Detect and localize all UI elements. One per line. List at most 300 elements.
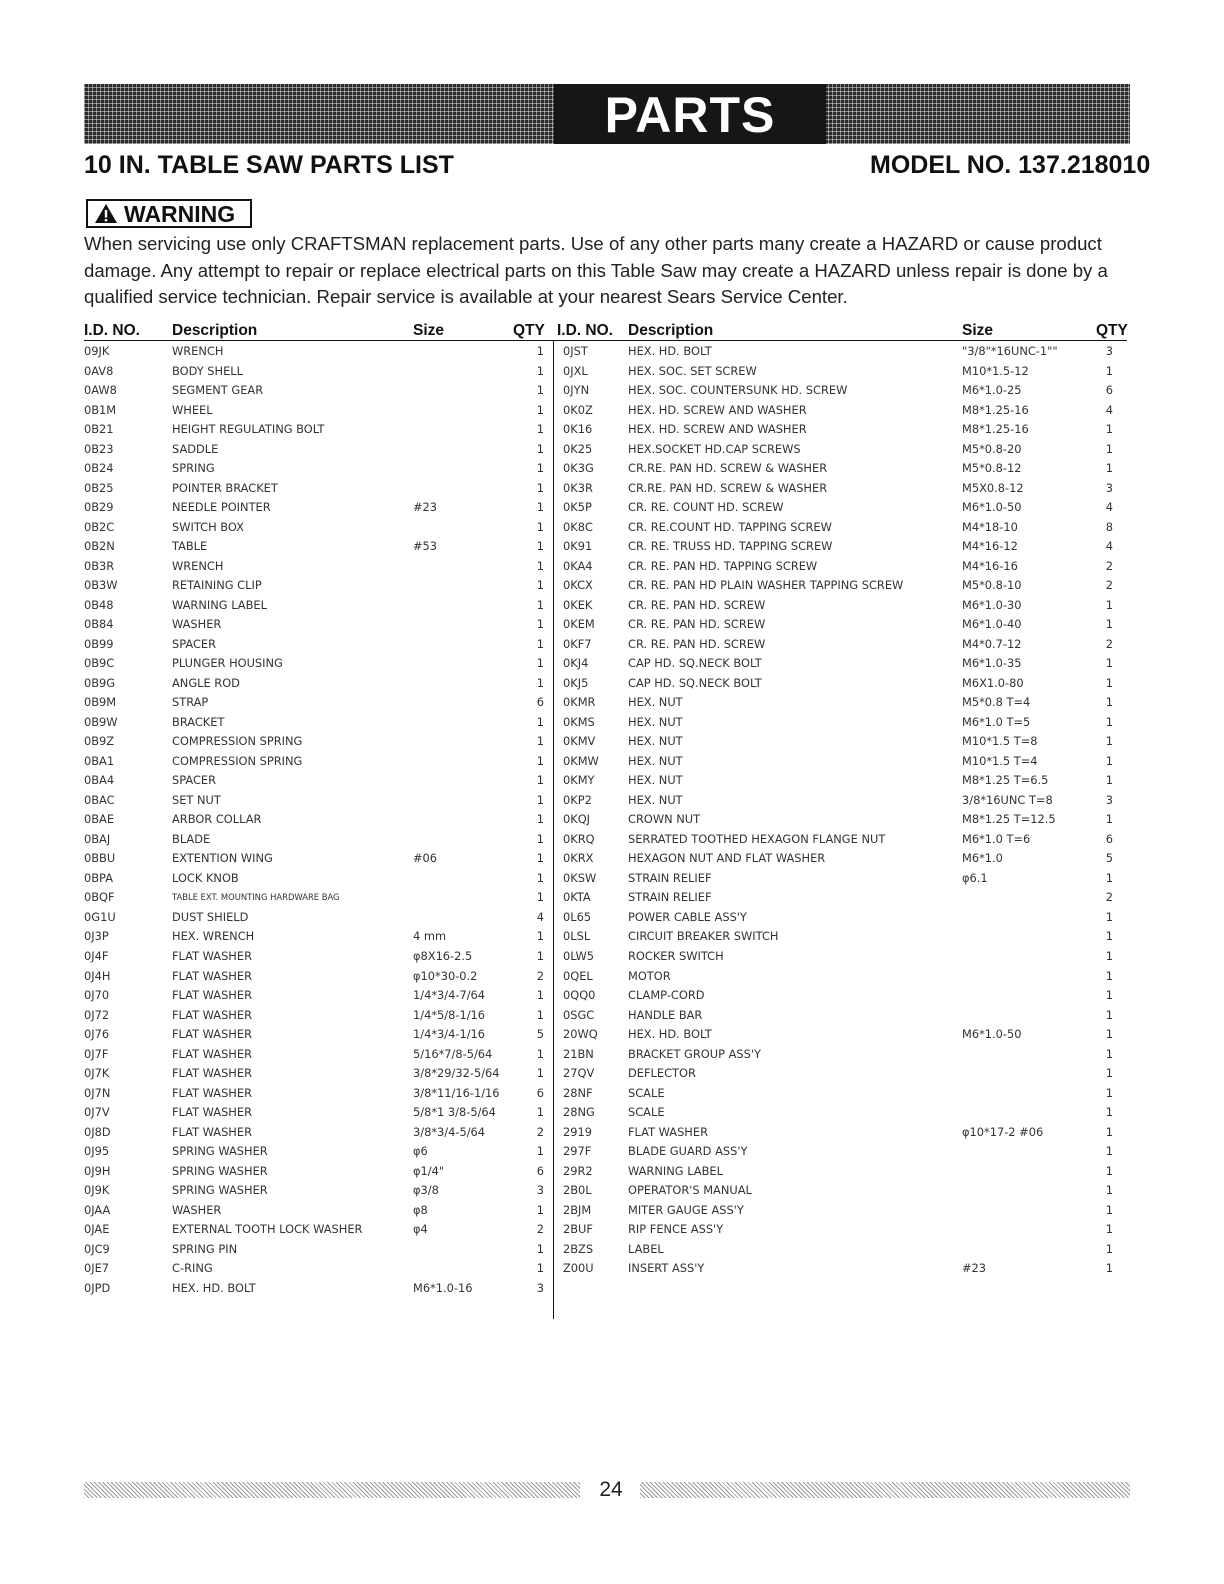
part-qty: 1: [536, 422, 544, 437]
part-qty: 1: [1105, 1183, 1113, 1198]
part-qty: 1: [536, 1261, 544, 1276]
part-qty: 1: [536, 1144, 544, 1159]
part-description: BRACKET GROUP ASS'Y: [628, 1046, 761, 1061]
part-description: SERRATED TOOTHED HEXAGON FLANGE NUT: [628, 831, 886, 846]
table-row: [554, 849, 1154, 869]
part-description: FLAT WASHER: [172, 1027, 252, 1042]
part-description: MOTOR: [628, 968, 671, 983]
header-qty-right: QTY: [1096, 322, 1128, 339]
table-row: [554, 810, 1154, 830]
part-id: 0JXL: [563, 363, 588, 378]
part-qty: 1: [536, 1046, 544, 1061]
part-id: 0JAE: [84, 1222, 110, 1237]
part-qty: 1: [536, 1241, 544, 1256]
part-description: CR. RE. PAN HD. SCREW: [628, 636, 766, 651]
part-size: φ8X16-2.5: [413, 948, 473, 963]
part-size: 4 mm: [413, 929, 447, 944]
part-description: FLAT WASHER: [172, 948, 252, 963]
part-id: 0J9H: [84, 1163, 111, 1178]
table-row: [554, 1006, 1154, 1026]
part-size: M6*1.0-30: [962, 597, 1022, 612]
part-size: M5*0.8-10: [962, 578, 1022, 593]
table-row: [554, 791, 1154, 811]
table-row: [0, 362, 553, 382]
part-id: 0B9Z: [84, 734, 115, 749]
part-size: M6*1.0 T=5: [962, 714, 1031, 729]
part-description: BODY SHELL: [172, 363, 243, 378]
part-size: φ3/8: [413, 1183, 439, 1198]
part-qty: 2: [1105, 636, 1113, 651]
part-qty: 2: [536, 1222, 544, 1237]
part-id: 2B0L: [563, 1183, 592, 1198]
table-row: [554, 1162, 1154, 1182]
part-description: STRAIN RELIEF: [628, 890, 712, 905]
part-id: 0KEM: [563, 617, 595, 632]
part-id: 0JPD: [84, 1280, 111, 1295]
part-id: 0J9K: [84, 1183, 110, 1198]
part-id: 0BAC: [84, 792, 115, 807]
part-description: LABEL: [628, 1241, 664, 1256]
part-id: 0J72: [84, 1007, 110, 1022]
header-description-left: Description: [172, 322, 258, 339]
table-row: [554, 1084, 1154, 1104]
part-id: 0LW5: [563, 948, 595, 963]
part-description: WASHER: [172, 1202, 222, 1217]
part-qty: 1: [536, 773, 544, 788]
table-row: [554, 693, 1154, 713]
part-qty: 1: [536, 539, 544, 554]
part-qty: 1: [1105, 773, 1113, 788]
table-row: [554, 498, 1154, 518]
table-row: [554, 927, 1154, 947]
part-size: φ10*17-2 #06: [962, 1124, 1044, 1139]
part-qty: 1: [536, 812, 544, 827]
part-description: FLAT WASHER: [172, 1007, 252, 1022]
part-description: CROWN NUT: [628, 812, 701, 827]
part-id: 0AV8: [84, 363, 114, 378]
part-description: CAP HD. SQ.NECK BOLT: [628, 675, 762, 690]
part-size: M4*16-12: [962, 539, 1018, 554]
part-qty: 2: [536, 1124, 544, 1139]
part-size: 3/8*3/4-5/64: [413, 1124, 486, 1139]
part-size: M6*1.0-50: [962, 500, 1022, 515]
table-row: [554, 1064, 1154, 1084]
table-row: [554, 537, 1154, 557]
part-size: M8*1.25 T=12.5: [962, 812, 1056, 827]
warning-box: [86, 199, 252, 228]
table-row: [0, 947, 553, 967]
part-size: M5X0.8-12: [962, 480, 1024, 495]
part-description: SPRING WASHER: [172, 1163, 268, 1178]
part-id: 21BN: [563, 1046, 594, 1061]
table-row: [554, 752, 1154, 772]
part-qty: 1: [536, 480, 544, 495]
part-id: 0JST: [563, 344, 588, 358]
header-qty-left: QTY: [513, 322, 545, 339]
part-size: φ1/4": [413, 1163, 445, 1178]
part-qty: 1: [536, 656, 544, 671]
part-size: 5/16*7/8-5/64: [413, 1046, 493, 1061]
part-id: 0KJ4: [563, 656, 589, 671]
part-id: 0K3R: [563, 480, 593, 495]
table-row: [554, 401, 1154, 421]
part-description: HEX. NUT: [628, 734, 683, 749]
part-description: SWITCH BOX: [172, 519, 244, 534]
part-qty: 1: [1105, 617, 1113, 632]
table-row: [0, 654, 553, 674]
part-id: 2BJM: [563, 1202, 592, 1217]
warning-label: WARNING: [124, 201, 236, 227]
table-row: [554, 381, 1154, 401]
table-row: [0, 908, 553, 928]
part-id: 0LSL: [563, 929, 591, 944]
table-row: [0, 1084, 553, 1104]
part-id: 0KEK: [563, 597, 593, 612]
table-row: [0, 713, 553, 733]
part-size: φ8: [413, 1202, 428, 1217]
table-row: [0, 1006, 553, 1026]
part-id: 0KMR: [563, 695, 596, 710]
part-size: M4*18-10: [962, 519, 1018, 534]
part-id: 0KCX: [563, 578, 593, 593]
part-description: COMPRESSION SPRING: [172, 734, 303, 749]
table-row: [0, 1240, 553, 1260]
table-row: [0, 1064, 553, 1084]
table-row: [0, 1123, 553, 1143]
part-size: #06: [413, 851, 438, 866]
table-row: [554, 479, 1154, 499]
table-row: [554, 518, 1154, 538]
part-id: 0KJ5: [563, 675, 589, 690]
table-row: [554, 615, 1154, 635]
part-description: EXTERNAL TOOTH LOCK WASHER: [172, 1222, 363, 1237]
part-qty: 1: [536, 500, 544, 515]
header-id-left: I.D. NO.: [84, 322, 140, 339]
part-qty: 1: [536, 1105, 544, 1120]
table-row: [0, 596, 553, 616]
part-qty: 1: [536, 890, 544, 905]
part-id: 0BBU: [84, 851, 116, 866]
part-id: 28NF: [563, 1085, 593, 1100]
part-description: HEX. SOC. COUNTERSUNK HD. SCREW: [628, 383, 848, 398]
part-description: CR. RE. PAN HD PLAIN WASHER TAPPING SCREW: [628, 578, 904, 593]
part-size: M6*1.0-35: [962, 656, 1022, 671]
table-row: [554, 830, 1154, 850]
part-id: 0BQF: [84, 890, 115, 905]
part-description: ARBOR COLLAR: [172, 812, 262, 827]
part-id: 0K0Z: [563, 402, 593, 417]
part-description: DUST SHIELD: [172, 909, 249, 924]
part-id: 0J76: [84, 1027, 110, 1042]
part-qty: 1: [1105, 656, 1113, 671]
part-size: φ10*30-0.2: [413, 968, 478, 983]
table-row: [554, 1259, 1154, 1279]
footer-bar-left: [84, 1482, 580, 1498]
part-id: 0B9C: [84, 656, 115, 671]
part-size: 3/8*29/32-5/64: [413, 1066, 500, 1081]
part-description: C-RING: [172, 1261, 213, 1276]
part-id: 0G1U: [84, 909, 116, 924]
part-size: M6*1.0: [962, 851, 1003, 866]
model-number: MODEL NO. 137.218010: [870, 151, 1151, 179]
part-id: 0B99: [84, 636, 114, 651]
warning-triangle-icon: [94, 203, 118, 229]
table-row: [554, 674, 1154, 694]
page-number: 24: [599, 1478, 623, 1501]
part-qty: 1: [536, 714, 544, 729]
part-qty: 5: [1105, 851, 1113, 866]
part-description: HANDLE BAR: [628, 1007, 703, 1022]
part-id: 0B3W: [84, 578, 118, 593]
table-row: [0, 771, 553, 791]
part-qty: 1: [536, 831, 544, 846]
part-id: 0K3G: [563, 461, 594, 476]
part-description: SEGMENT GEAR: [172, 383, 264, 398]
part-id: 20WQ: [563, 1027, 598, 1042]
part-description: FLAT WASHER: [172, 968, 252, 983]
part-size: M4*0.7-12: [962, 636, 1022, 651]
part-id: 0J70: [84, 988, 110, 1003]
part-qty: 1: [1105, 1202, 1113, 1217]
part-qty: 1: [1105, 695, 1113, 710]
part-description: DEFLECTOR: [628, 1066, 696, 1081]
part-id: 0L65: [563, 909, 592, 924]
table-row: [0, 830, 553, 850]
part-id: 0B29: [84, 500, 114, 515]
part-description: WRENCH: [172, 558, 224, 573]
part-description: SPRING PIN: [172, 1241, 238, 1256]
table-row: [0, 674, 553, 694]
part-description: SADDLE: [172, 441, 219, 456]
part-id: 0B84: [84, 617, 114, 632]
part-id: 2919: [563, 1124, 592, 1139]
table-row: [554, 1123, 1154, 1143]
part-description: POINTER BRACKET: [172, 480, 278, 495]
part-qty: 1: [1105, 1144, 1113, 1159]
part-size: 1/4*3/4-1/16: [413, 1027, 486, 1042]
part-id: 0B24: [84, 461, 114, 476]
part-id: 29R2: [563, 1163, 593, 1178]
table-row: [554, 869, 1154, 889]
table-row: [0, 1162, 553, 1182]
table-row: [0, 693, 553, 713]
header-size-left: Size: [413, 322, 445, 339]
part-description: LOCK KNOB: [172, 870, 239, 885]
part-qty: 4: [1105, 500, 1113, 515]
part-qty: 3: [1105, 480, 1113, 495]
part-description: FLAT WASHER: [172, 988, 252, 1003]
part-description: HEX. SOC. SET SCREW: [628, 363, 757, 378]
part-id: 0B2C: [84, 519, 115, 534]
part-description: HEX. NUT: [628, 695, 683, 710]
table-row: [554, 713, 1154, 733]
part-description: HEX.SOCKET HD.CAP SCREWS: [628, 441, 801, 456]
table-row: [0, 888, 553, 908]
part-description: HEX. HD. SCREW AND WASHER: [628, 402, 807, 417]
part-id: 0JAA: [84, 1202, 111, 1217]
part-description: SET NUT: [172, 792, 221, 807]
part-qty: 1: [536, 792, 544, 807]
part-id: 0J7K: [84, 1066, 110, 1081]
table-row: [554, 596, 1154, 616]
part-id: 0K8C: [563, 519, 593, 534]
part-id: 0B9W: [84, 714, 118, 729]
part-size: M6*1.0-25: [962, 383, 1022, 398]
part-description: BLADE: [172, 831, 211, 846]
part-qty: 6: [536, 695, 544, 710]
part-description: CR. RE. COUNT HD. SCREW: [628, 500, 784, 515]
part-id: Z00U: [563, 1261, 594, 1276]
part-id: 0K91: [563, 539, 593, 554]
part-qty: 1: [536, 948, 544, 963]
part-qty: 1: [536, 636, 544, 651]
part-qty: 1: [536, 363, 544, 378]
part-id: 0BA4: [84, 773, 115, 788]
part-qty: 5: [536, 1027, 544, 1042]
part-id: 2BZS: [563, 1241, 594, 1256]
table-row: [0, 1103, 553, 1123]
part-qty: 1: [536, 519, 544, 534]
table-row: [554, 888, 1154, 908]
part-size: M8*1.25-16: [962, 422, 1029, 437]
part-qty: 1: [1105, 441, 1113, 456]
part-description: FLAT WASHER: [172, 1066, 252, 1081]
table-row: [0, 967, 553, 987]
part-id: 0QEL: [563, 968, 593, 983]
part-id: 0J4H: [84, 968, 111, 983]
part-id: 0KMY: [563, 773, 595, 788]
table-row: [0, 576, 553, 596]
part-qty: 2: [1105, 890, 1113, 905]
part-qty: 1: [536, 383, 544, 398]
part-qty: 1: [536, 1066, 544, 1081]
part-qty: 1: [1105, 870, 1113, 885]
part-id: 0KMS: [563, 714, 595, 729]
table-row: [554, 1142, 1154, 1162]
part-description: CR. RE. PAN HD. SCREW: [628, 617, 766, 632]
part-qty: 4: [536, 909, 544, 924]
part-description: CR. RE. PAN HD. TAPPING SCREW: [628, 558, 818, 573]
part-description: WARNING LABEL: [172, 597, 267, 612]
part-size: φ4: [413, 1222, 428, 1237]
table-row: [0, 1045, 553, 1065]
part-id: 0B3R: [84, 558, 115, 573]
parts-column-left: [0, 342, 553, 1298]
footer-bar-right: [640, 1482, 1130, 1498]
table-row: [0, 1259, 553, 1279]
table-row: [554, 1025, 1154, 1045]
part-qty: 1: [1105, 734, 1113, 749]
table-row: [0, 1220, 553, 1240]
table-row: [0, 1279, 553, 1299]
part-description: FLAT WASHER: [628, 1124, 708, 1139]
part-id: 0KMV: [563, 734, 596, 749]
banner-title: PARTS LIST: [554, 84, 826, 144]
part-description: RIP FENCE ASS'Y: [628, 1222, 724, 1237]
part-qty: 6: [536, 1163, 544, 1178]
part-description: SPACER: [172, 636, 217, 651]
part-id: 0B1M: [84, 402, 117, 417]
part-description: HEX. NUT: [628, 714, 683, 729]
part-qty: 1: [1105, 1163, 1113, 1178]
part-size: M6*1.0 T=6: [962, 831, 1031, 846]
table-row: [0, 440, 553, 460]
part-qty: 2: [1105, 578, 1113, 593]
part-description: CR.RE. PAN HD. SCREW & WASHER: [628, 480, 828, 495]
part-description: HEX. HD. BOLT: [628, 344, 712, 358]
part-size: M5*0.8 T=4: [962, 695, 1031, 710]
part-id: 0KRQ: [563, 831, 595, 846]
part-size: 1/4*3/4-7/64: [413, 988, 486, 1003]
part-qty: 1: [1105, 948, 1113, 963]
part-description: HEX. HD. BOLT: [628, 1027, 712, 1042]
part-size: M10*1.5-12: [962, 363, 1029, 378]
part-description: ROCKER SWITCH: [628, 948, 724, 963]
part-qty: 1: [1105, 1046, 1113, 1061]
part-size: M5*0.8-12: [962, 461, 1022, 476]
part-description: SPRING WASHER: [172, 1144, 268, 1159]
part-qty: 1: [1105, 1222, 1113, 1237]
part-description: PLUNGER HOUSING: [172, 656, 283, 671]
header-size-right: Size: [962, 322, 994, 339]
part-description: CR.RE. PAN HD. SCREW & WASHER: [628, 461, 828, 476]
part-description: STRAP: [172, 695, 209, 710]
table-row: [554, 635, 1154, 655]
part-qty: 4: [1105, 402, 1113, 417]
part-qty: 1: [1105, 1007, 1113, 1022]
part-id: 0BA1: [84, 753, 115, 768]
part-id: 0JE7: [84, 1261, 110, 1276]
part-id: 27QV: [563, 1066, 595, 1081]
part-description: HEX. NUT: [628, 773, 683, 788]
part-qty: 1: [536, 734, 544, 749]
table-row: [0, 401, 553, 421]
warning-text: When servicing use only CRAFTSMAN replacement parts. Use of any other parts many create a HAZARD or cause product damage. Any attempt to repair or replace electrical parts on this Table Saw may create a HAZARD unless repair is done by a qualified service technician. Repair service is available at your nearest Sears Service Center.: [84, 233, 1108, 307]
part-size: 3/8*16UNC T=8: [962, 792, 1053, 807]
part-qty: 1: [1105, 1124, 1113, 1139]
part-qty: 1: [1105, 1085, 1113, 1100]
table-row: [0, 557, 553, 577]
table-row: [554, 440, 1154, 460]
part-qty: 1: [1105, 675, 1113, 690]
part-id: 0B25: [84, 480, 114, 495]
part-size: φ6.1: [962, 870, 988, 885]
part-description: EXTENTION WING: [172, 851, 273, 866]
part-qty: 1: [536, 617, 544, 632]
table-row: [554, 342, 1154, 362]
part-qty: 1: [536, 988, 544, 1003]
part-size: M10*1.5 T=8: [962, 734, 1038, 749]
part-size: φ6: [413, 1144, 428, 1159]
part-id: 0KP2: [563, 792, 592, 807]
part-size: 3/8*11/16-1/16: [413, 1085, 500, 1100]
part-description: HEX. WRENCH: [172, 929, 255, 944]
part-qty: 1: [1105, 929, 1113, 944]
table-row: [554, 1103, 1154, 1123]
part-qty: 1: [536, 1202, 544, 1217]
part-id: 0KF7: [563, 636, 592, 651]
part-id: 0KSW: [563, 870, 597, 885]
part-id: 0B2N: [84, 539, 115, 554]
part-description: CR. RE.COUNT HD. TAPPING SCREW: [628, 519, 832, 534]
part-id: 0K25: [563, 441, 593, 456]
part-qty: 4: [1105, 539, 1113, 554]
part-id: 0AW8: [84, 383, 117, 398]
part-id: 0J95: [84, 1144, 110, 1159]
part-id: 0SGC: [563, 1007, 595, 1022]
part-description: SPRING: [172, 461, 215, 476]
part-qty: 3: [1105, 792, 1113, 807]
